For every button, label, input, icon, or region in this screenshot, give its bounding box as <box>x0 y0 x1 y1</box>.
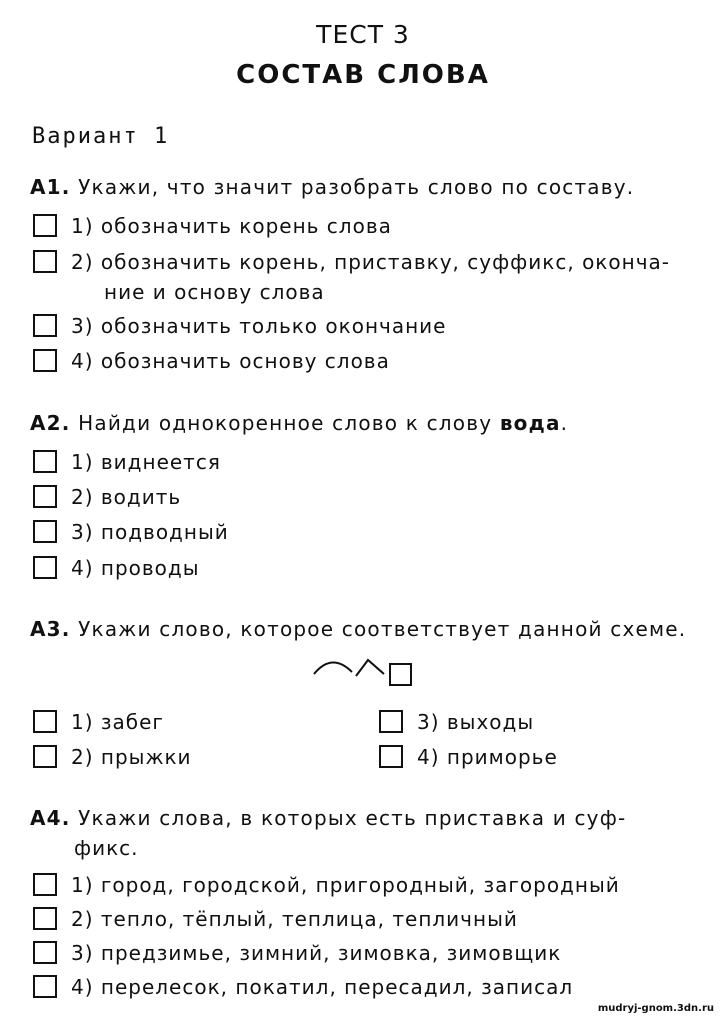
question-a4 <box>30 806 626 830</box>
question-number: А4. <box>30 806 71 830</box>
option-a4-4[interactable] <box>33 975 573 999</box>
answer-checkbox[interactable] <box>379 745 403 768</box>
question-a2: А2. Найди однокоренное слово к слову вода. <box>30 411 569 435</box>
option-label: 2) водить <box>71 485 182 509</box>
question-number: А2. <box>30 411 71 435</box>
answer-checkbox[interactable] <box>33 520 57 543</box>
option-a2-4[interactable] <box>33 556 200 580</box>
option-label: 4) обозначить основу слова <box>71 349 390 373</box>
question-text: Найди однокоренное слово к слову <box>78 411 500 435</box>
option-label: 2) прыжки <box>71 745 192 769</box>
variant-label: Вариант 1 <box>32 124 170 149</box>
question-number: А1. <box>30 175 71 199</box>
option-label: 3) выходы <box>417 710 535 734</box>
question-a3 <box>30 617 686 641</box>
option-a1-1[interactable] <box>33 214 392 238</box>
answer-checkbox[interactable] <box>33 349 57 372</box>
answer-checkbox[interactable] <box>33 250 57 273</box>
answer-checkbox[interactable] <box>33 214 57 237</box>
option-label: 1) обозначить корень слова <box>71 214 392 238</box>
answer-checkbox[interactable] <box>33 450 57 473</box>
option-label: 3) предзимье, зимний, зимовка, зимовщик <box>71 941 562 965</box>
answer-checkbox[interactable] <box>33 975 57 998</box>
word-scheme <box>312 654 422 694</box>
option-a2-3[interactable] <box>33 520 229 544</box>
question-text: Укажи, что значит разобрать слово по составу. <box>78 175 635 199</box>
option-a1-3[interactable] <box>33 314 446 338</box>
option-label: 3) подводный <box>71 520 229 544</box>
option-label: 1) виднеется <box>71 450 221 474</box>
option-a4-2[interactable] <box>33 907 518 931</box>
answer-checkbox[interactable] <box>379 710 403 733</box>
question-text-continuation: фикс. <box>74 836 139 860</box>
option-label: 1) город, городской, пригородный, загородный <box>71 873 620 897</box>
keyword: вода <box>499 411 561 435</box>
option-a3-2[interactable] <box>33 745 192 769</box>
option-a3-3[interactable] <box>379 710 534 734</box>
option-a1-2[interactable] <box>33 250 670 274</box>
answer-checkbox[interactable] <box>33 556 57 579</box>
answer-checkbox[interactable] <box>33 710 57 733</box>
test-title: СОСТАВ СЛОВА <box>236 60 490 90</box>
option-a3-4[interactable] <box>379 745 558 769</box>
option-a2-1[interactable] <box>33 450 221 474</box>
option-a4-1[interactable] <box>33 873 620 897</box>
answer-checkbox[interactable] <box>33 873 57 896</box>
answer-checkbox[interactable] <box>33 745 57 768</box>
option-label: 1) забег <box>71 710 164 734</box>
option-a3-1[interactable] <box>33 710 164 734</box>
question-number: А3. <box>30 617 71 641</box>
answer-checkbox[interactable] <box>33 314 57 337</box>
option-a4-3[interactable] <box>33 941 561 965</box>
watermark: mudryj-gnom.3dn.ru <box>597 1003 714 1014</box>
answer-checkbox[interactable] <box>33 941 57 964</box>
answer-checkbox[interactable] <box>33 907 57 930</box>
option-label: 4) проводы <box>71 556 200 580</box>
option-continuation: ние и основу слова <box>104 280 325 304</box>
option-a2-2[interactable] <box>33 485 181 509</box>
question-text: Укажи слово, которое соответствует данной схеме. <box>78 617 687 641</box>
option-label: 4) перелесок, покатил, пересадил, записал <box>71 975 574 999</box>
question-text: Укажи слова, в которых есть приставка и суф- <box>78 806 627 830</box>
option-label: 4) приморье <box>417 745 558 769</box>
option-label: 3) обозначить только окончание <box>71 314 447 338</box>
option-a1-4[interactable] <box>33 349 390 373</box>
option-label: 2) тепло, тёплый, теплица, тепличный <box>71 907 518 931</box>
morpheme-scheme-icon <box>312 654 422 690</box>
answer-checkbox[interactable] <box>33 485 57 508</box>
question-a1 <box>30 175 634 199</box>
option-label: 2) обозначить корень, приставку, суффикс, оконча- <box>71 250 670 274</box>
test-number: ТЕСТ 3 <box>316 20 410 49</box>
